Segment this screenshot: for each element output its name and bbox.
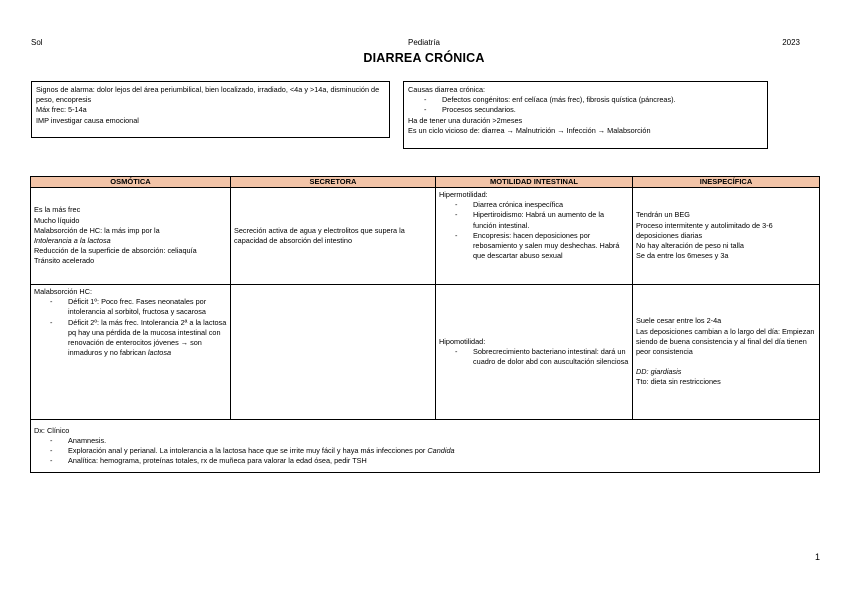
list-item: - Encopresis: hacen deposiciones por rebosamiento y salen muy deshechas. Habrá que descartar abuso sexual	[455, 231, 629, 262]
cell-title: Hipermotilidad:	[439, 190, 488, 199]
cell-line: Se da entre los 6meses y 3a	[636, 251, 729, 261]
differential-diagnosis: DD: giardiasis	[636, 367, 682, 377]
diagnosis-list	[34, 436, 816, 467]
hypomotility-list	[439, 347, 629, 367]
spacer	[636, 357, 816, 367]
list-item: - Déficit 1º: Poco frec. Fases neonatales por intolerancia al sorbitol, fructosa y sacarosa	[50, 297, 227, 317]
list-item: - Defectos congénitos: enf celíaca (más frec), fibrosis quística (páncreas).	[424, 95, 763, 105]
diagnosis-title: Dx: Clínico	[34, 425, 70, 435]
cell-line: Mucho líquido	[34, 215, 80, 225]
list-item: - Anamnesis.	[50, 436, 816, 446]
column-header-inespecifica: INESPECÍFICA	[633, 177, 820, 188]
cell-line: Malabsorción de HC: la más imp por la	[34, 225, 160, 235]
cell-title: Hipomotilidad:	[439, 336, 486, 346]
diarrhea-types-table	[30, 176, 820, 473]
osmotica-cell-1	[31, 188, 231, 285]
list-item: - Diarrea crónica inespecífica	[455, 200, 629, 210]
treatment-text: Tto: dieta sin restricciones	[636, 377, 721, 387]
vicious-cycle-text: Es un ciclo vicioso de: diarrea → Malnutrición → Infección → Malabsorción	[408, 125, 651, 135]
motilidad-cell-2	[436, 285, 633, 420]
cell-line: Suele cesar entre los 2-4a	[636, 316, 722, 326]
table-row	[31, 420, 820, 473]
cell-line: Tendrán un BEG	[636, 210, 690, 220]
list-item: - Procesos secundarios.	[424, 105, 763, 115]
list-item-text: Déficit 2º: la más frec. Intolerancia 2ª a la lactosa pq hay una pérdida de la mucosa intestinal con renovación de enterocitos jóvenes → son inmaduros y no fabrican	[68, 317, 227, 358]
list-item: - Sobrecrecimiento bacteriano intestinal: dará un cuadro de dolor abd con auscultación silenciosa	[455, 347, 629, 367]
cell-line: No hay alteración de peso ni talla	[636, 241, 744, 251]
column-header-motilidad: MOTILIDAD INTESTINAL	[436, 177, 633, 188]
table-row	[31, 285, 820, 420]
list-item: - Hipertiroidismo: Habrá un aumento de la función intestinal.	[455, 210, 629, 230]
secretora-cell-1: Secreción activa de agua y electrolitos que supera la capacidad de absorción del intestino	[231, 188, 436, 285]
list-item	[50, 318, 227, 359]
cell-line: Proceso intermitente y autolimitado de 3-6 deposiciones diarias	[636, 220, 773, 240]
motilidad-cell-1	[436, 188, 633, 285]
alarm-signs-text: Signos de alarma: dolor lejos del área periumbilical, bien localizado, irradiado, <4a y >14a, disminución de peso, encopresis	[36, 85, 380, 105]
header-year: 2023	[782, 38, 800, 47]
inespecifica-cell-1	[633, 188, 820, 285]
column-header-secretora: SECRETORA	[231, 177, 436, 188]
max-frequency-text: Máx frec: 5-14a	[36, 105, 87, 115]
list-item-italic: Candida	[427, 446, 455, 455]
duration-text: Ha de tener una duración >2meses	[408, 115, 523, 125]
cell-line: Es la más frec	[34, 205, 81, 215]
causes-box	[403, 81, 768, 149]
cell-line: Las deposiciones cambian a lo largo del día: Empiezan siendo de buena consistencia y al final del día tienen peor consistencia	[636, 326, 815, 356]
header-subject: Pediatría	[407, 38, 441, 47]
malabsorption-list	[34, 297, 227, 358]
hypermotility-list	[439, 200, 629, 261]
list-item-text: Exploración anal y perianal. La intolerancia a la lactosa hace que se irrite muy fácil y haya más infecciones por	[68, 446, 426, 455]
cell-title: Malabsorción HC:	[34, 287, 92, 296]
secretora-cell-2	[231, 285, 436, 420]
page-title: DIARREA CRÓNICA	[363, 51, 485, 65]
osmotica-cell-2	[31, 285, 231, 420]
inespecifica-cell-2	[633, 285, 820, 420]
table-header-row	[31, 177, 820, 188]
emotional-cause-text: IMP investigar causa emocional	[36, 115, 139, 125]
alarm-signs-box	[31, 81, 390, 138]
list-item	[50, 446, 816, 456]
table-row	[31, 188, 820, 285]
cell-line-italic: Intolerancia a la lactosa	[34, 236, 111, 245]
causes-intro: Causas diarrea crónica:	[408, 85, 486, 94]
cell-line: Reducción de la superficie de absorción: celiaquía	[34, 246, 197, 256]
list-item: - Analítica: hemograma, proteínas totales, rx de muñeca para valorar la edad ósea, pedir TSH	[50, 456, 816, 466]
page-number: 1	[814, 552, 820, 562]
list-item-italic: lactosa	[147, 348, 172, 358]
header-author: Sol	[31, 38, 43, 47]
causes-list	[408, 95, 763, 115]
cell-line: Tránsito acelerado	[34, 256, 95, 266]
diagnosis-cell	[31, 420, 820, 473]
column-header-osmotica: OSMÓTICA	[31, 177, 231, 188]
